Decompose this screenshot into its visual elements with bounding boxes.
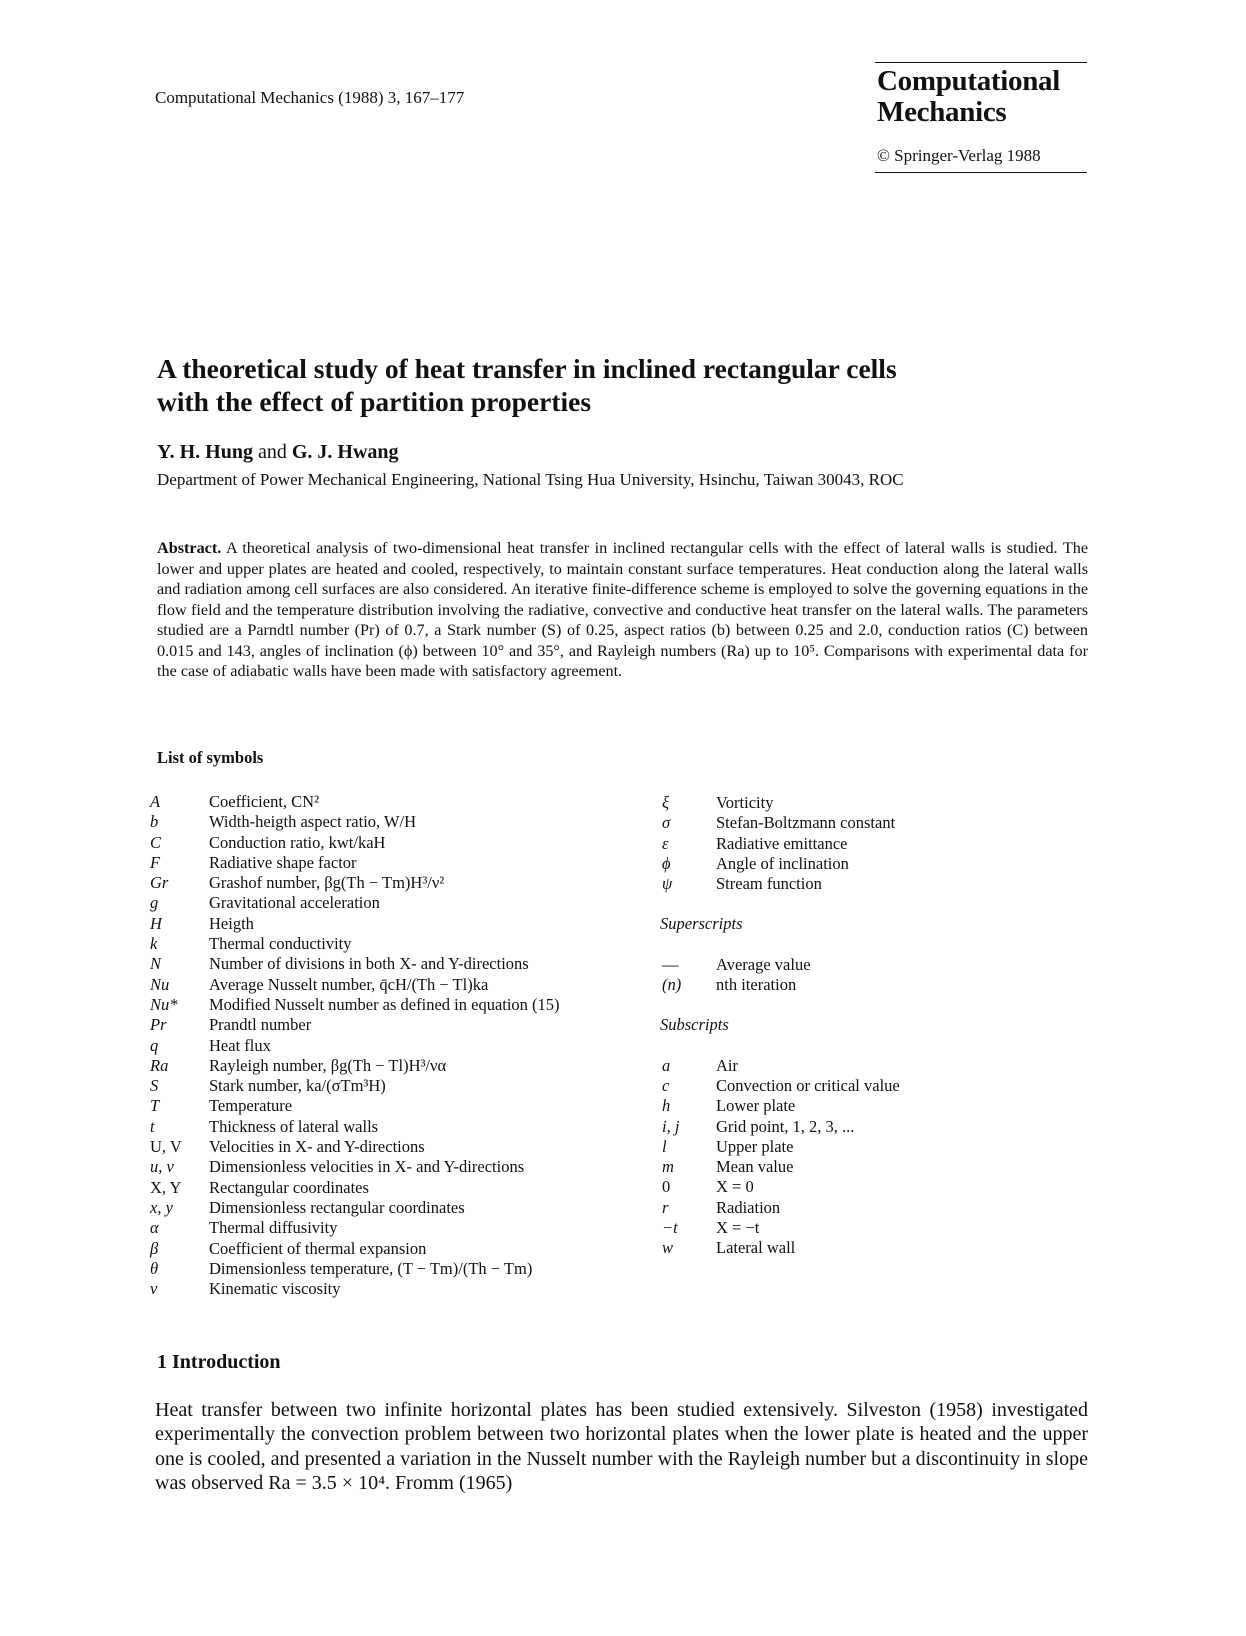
symbol-definition: Vorticity	[716, 793, 774, 812]
symbol: Gr	[150, 873, 169, 893]
symbol: Nu	[150, 974, 170, 994]
symbol-definition: Temperature	[209, 1096, 293, 1116]
symbol: q	[150, 1035, 159, 1055]
symbol-definition: Velocities in X- and Y-directions	[209, 1137, 425, 1157]
symbol-row	[150, 1259, 560, 1279]
abstract	[157, 538, 1088, 682]
subscripts-heading: Subscripts	[660, 1015, 729, 1035]
journal-citation: Computational Mechanics (1988) 3, 167–177	[155, 88, 465, 107]
symbol-definition: Heigth	[209, 913, 254, 933]
symbol: α	[150, 1218, 159, 1238]
symbol-definition: X = −t	[716, 1218, 760, 1238]
symbols-right-column	[660, 793, 900, 1259]
symbol-row	[150, 792, 560, 812]
symbol: Nu*	[150, 994, 178, 1014]
symbol: θ	[150, 1258, 159, 1278]
symbol: l	[662, 1136, 667, 1156]
superscripts-list	[660, 955, 900, 996]
symbol-definition: Number of divisions in both X- and Y-directions	[209, 954, 529, 974]
symbol-definition: Convection or critical value	[716, 1075, 900, 1095]
symbol: Ra	[150, 1055, 169, 1075]
symbol-definition: Heat flux	[209, 1035, 271, 1055]
symbol-row	[150, 1096, 560, 1116]
symbol: 0	[662, 1177, 671, 1197]
symbol-definition: Gravitational acceleration	[209, 893, 380, 913]
symbol-definition: Radiative shape factor	[209, 852, 357, 872]
symbol-row	[150, 1198, 560, 1218]
symbol-row	[150, 954, 560, 974]
symbol-definition: Dimensionless velocities in X- and Y-directions	[209, 1157, 525, 1177]
symbol-row	[660, 1177, 900, 1197]
symbol-definition: Radiative emittance	[716, 833, 848, 853]
author-2: G. J. Hwang	[291, 441, 399, 463]
title-line2: with the effect of partition properties	[157, 386, 592, 417]
symbol-row	[660, 1096, 900, 1116]
affiliation: Department of Power Mechanical Engineering, National Tsing Hua University, Hsinchu, Taiwan 30043, ROC	[157, 470, 904, 489]
symbol-row	[150, 1178, 560, 1198]
symbol-row	[150, 873, 560, 893]
symbol-definition: Lateral wall	[716, 1238, 796, 1258]
title-line1: A theoretical study of heat transfer in inclined rectangular cells	[157, 353, 897, 384]
symbol: r	[662, 1197, 669, 1217]
journal-title	[877, 66, 1060, 128]
symbol-row	[660, 834, 900, 854]
journal-bottom-rule	[875, 172, 1087, 173]
symbol-row	[150, 995, 560, 1015]
symbol-definition: Conduction ratio, kwt/kaH	[209, 832, 386, 852]
symbol-definition: Coefficient, CN²	[209, 792, 320, 811]
symbol-definition: Rayleigh number, βg(Th − Tl)H³/να	[209, 1055, 447, 1075]
symbol-definition: Upper plate	[716, 1136, 794, 1156]
symbol: x, y	[150, 1197, 173, 1217]
symbol: a	[662, 1055, 671, 1075]
symbol-row	[150, 1036, 560, 1056]
symbol: (n)	[662, 975, 682, 995]
symbol: ψ	[662, 874, 673, 894]
symbol: ξ	[662, 793, 670, 812]
symbol-definition: Thermal diffusivity	[209, 1218, 338, 1238]
subscripts-list	[660, 1056, 900, 1259]
symbol-row	[150, 893, 560, 913]
abstract-text: A theoretical analysis of two-dimensional heat transfer in inclined rectangular cells with the effect of lateral walls is studied. The lower and upper plates are heated and cooled, respectively, to maintain constant surface temperatures. Heat conduction along the lateral walls and radiation among cell surfaces are also considered. An iterative finite-difference scheme is employed to solve the governing equations in the flow field and the temperature distribution involving the radiative, convective and conductive heat transfer on the lateral walls. The parameters studied are a Parndtl number (Pr) of 0.7, a Stark number (S) of 0.25, aspect ratios (b) between 0.25 and 2.0, conduction ratios (C) between 0.015 and 143, angles of inclination (ϕ) between 10° and 35°, and Rayleigh numbers (Ra) up to 10⁵. Comparisons with experimental data for the case of adiabatic walls have been made with satisfactory agreement.	[157, 539, 1088, 680]
symbol-definition: Average value	[716, 954, 811, 974]
symbol-definition: Radiation	[716, 1197, 781, 1217]
symbol-row	[150, 1076, 560, 1096]
symbol-row	[150, 934, 560, 954]
symbol-row	[150, 975, 560, 995]
authors	[157, 441, 399, 464]
symbol-row	[660, 1238, 900, 1258]
symbol: S	[150, 1076, 159, 1096]
symbol-row	[660, 1137, 900, 1157]
symbol: N	[150, 954, 162, 974]
symbol: T	[150, 1096, 160, 1116]
symbol-definition: Dimensionless rectangular coordinates	[209, 1197, 465, 1217]
symbol-row	[150, 1157, 560, 1177]
symbol-definition: Grashof number, βg(Th − Tm)H³/ν²	[209, 873, 445, 893]
symbol: i, j	[662, 1116, 680, 1136]
symbol: h	[662, 1096, 671, 1116]
symbol: F	[150, 852, 161, 872]
symbol-row	[660, 793, 900, 813]
symbol-definition: Average Nusselt number, q̄cH/(Th − Tl)ka	[209, 974, 489, 994]
symbol-definition: Stream function	[716, 874, 822, 894]
superscripts-heading: Superscripts	[660, 914, 743, 934]
symbol-row	[150, 1015, 560, 1035]
symbol-definition: Prandtl number	[209, 1015, 312, 1035]
symbol: C	[150, 832, 162, 852]
symbol-definition: Dimensionless temperature, (T − Tm)/(Th − Tm)	[209, 1258, 533, 1278]
symbol-row	[150, 1056, 560, 1076]
symbol-definition: Angle of inclination	[716, 853, 849, 873]
symbol: t	[150, 1116, 155, 1136]
symbol-row	[660, 1218, 900, 1238]
symbol-row	[150, 812, 560, 832]
symbol: g	[150, 893, 159, 913]
symbol: ε	[662, 833, 669, 853]
symbol-row	[150, 1117, 560, 1137]
symbols-main-list	[150, 792, 560, 1299]
symbol: b	[150, 812, 159, 832]
journal-title-line2: Mechanics	[877, 96, 1007, 128]
author-conj: and	[257, 441, 287, 463]
symbol-definition: nth iteration	[716, 975, 797, 995]
symbol: U, V	[150, 1137, 182, 1157]
symbol: −t	[662, 1218, 678, 1238]
symbol-row	[150, 1239, 560, 1259]
symbol-row	[660, 854, 900, 874]
symbol-definition: Rectangular coordinates	[209, 1177, 369, 1197]
symbol: A	[150, 792, 161, 811]
symbol-row	[150, 1137, 560, 1157]
symbol: —	[662, 954, 679, 974]
symbol-row	[150, 853, 560, 873]
symbol-definition: Air	[716, 1055, 738, 1075]
journal-title-line1: Computational	[877, 65, 1061, 97]
symbol: H	[150, 913, 162, 933]
symbol-definition: Mean value	[716, 1157, 794, 1177]
symbol: σ	[662, 813, 671, 833]
symbol-row	[660, 813, 900, 833]
symbol-definition: Lower plate	[716, 1096, 796, 1116]
symbol-definition: Grid point, 1, 2, 3, ...	[716, 1116, 855, 1136]
symbol-row	[150, 1279, 560, 1299]
symbol-definition: Width-heigth aspect ratio, W/H	[209, 812, 417, 832]
symbol-definition: Coefficient of thermal expansion	[209, 1238, 427, 1258]
introduction-paragraph: Heat transfer between two infinite horizontal plates has been studied extensively. Silveston (1958) investigated experimentally the convection problem between two horizontal plates when the lower plate is heated and the upper one is cooled, and presented a variation in the Nusselt number with the Rayleigh number but a discontinuity in slope was observed Ra = 3.5 × 10⁴. Fromm (1965)	[155, 1399, 1088, 1495]
journal-top-rule	[875, 62, 1087, 63]
section-heading-introduction: 1 Introduction	[157, 1351, 281, 1373]
symbol: β	[150, 1238, 159, 1258]
paper-title	[157, 352, 1057, 418]
symbol-definition: X = 0	[716, 1177, 754, 1197]
symbols-heading: List of symbols	[157, 748, 264, 767]
symbol-row	[660, 1056, 900, 1076]
symbol: X, Y	[150, 1177, 182, 1197]
symbol-row	[660, 975, 900, 995]
symbol-row	[660, 1157, 900, 1177]
symbol: u, v	[150, 1157, 174, 1177]
symbol-row	[660, 1117, 900, 1137]
symbol: m	[662, 1157, 674, 1177]
symbol-definition: Thermal conductivity	[209, 934, 352, 954]
abstract-label: Abstract.	[157, 539, 222, 557]
symbol: w	[662, 1238, 674, 1258]
symbol-row	[150, 1218, 560, 1238]
symbol-row	[150, 914, 560, 934]
symbol: c	[662, 1075, 670, 1095]
symbol-definition: Stark number, ka/(σTm³H)	[209, 1076, 386, 1096]
symbol-definition: Thickness of lateral walls	[209, 1116, 379, 1136]
symbol-definition: Modified Nusselt number as defined in equation (15)	[209, 994, 560, 1014]
symbol-row	[660, 955, 900, 975]
symbol-row	[660, 1076, 900, 1096]
symbol-row	[660, 1198, 900, 1218]
author-1: Y. H. Hung	[157, 441, 253, 463]
symbol-row	[660, 874, 900, 894]
symbol-definition: Stefan-Boltzmann constant	[716, 813, 896, 833]
symbol: ν	[150, 1279, 158, 1299]
symbol: Pr	[150, 1015, 167, 1035]
symbol-row	[150, 833, 560, 853]
symbol-definition: Kinematic viscosity	[209, 1279, 341, 1299]
greek-symbols-list	[660, 793, 900, 894]
copyright: © Springer-Verlag 1988	[877, 146, 1041, 165]
symbol: k	[150, 934, 158, 954]
symbol: ϕ	[662, 853, 671, 873]
